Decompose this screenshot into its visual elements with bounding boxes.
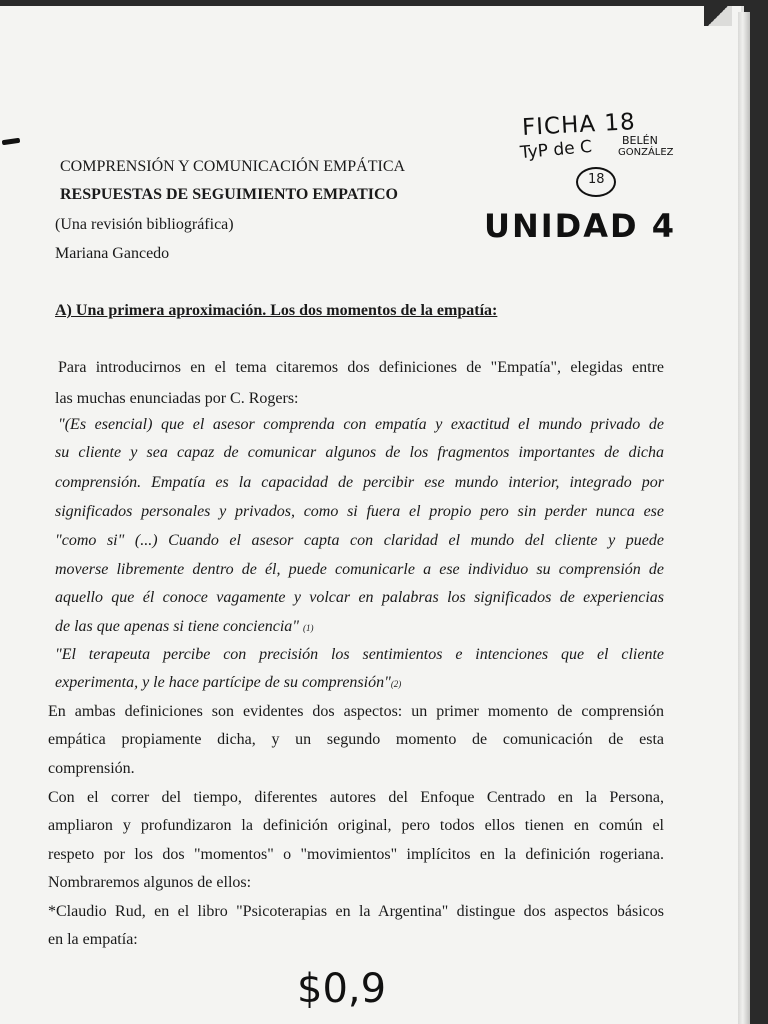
- handwritten-price: $0,9: [297, 966, 387, 1012]
- document-note: (Una revisión bibliográfica): [55, 216, 234, 233]
- quote-line-last: [55, 618, 313, 636]
- quote-text: experimenta, y le hace partícipe de su comprensión": [55, 674, 391, 691]
- quote-text: de las que apenas si tiene conciencia": [55, 618, 299, 635]
- paragraph-line: en la empatía:: [48, 931, 138, 948]
- paragraph-line: Con el correr del tiempo, diferentes autores del Enfoque Centrado en la Persona,: [48, 789, 664, 806]
- quote-line: significados personales y privados, como si fuera el propio pero sin perder nunca ese: [55, 503, 664, 520]
- handwritten-unidad: UNIDAD 4: [484, 207, 676, 245]
- quote-line: comprensión. Empatía es la capacidad de percibir ese mundo interior, integrado por: [55, 474, 664, 491]
- handwritten-name-last: GONZÁLEZ: [618, 147, 674, 158]
- handwritten-course: TyP de C: [519, 136, 593, 164]
- paragraph-line: *Claudio Rud, en el libro "Psicoterapias en la Argentina" distingue dos aspectos básicos: [48, 903, 664, 920]
- page-stack-edge: [738, 12, 750, 1024]
- section-heading-text: A) Una primera aproximación. Los dos momentos de la empatía:: [55, 302, 498, 319]
- document-subtitle-bold: RESPUESTAS DE SEGUIMIENTO EMPATICO: [60, 186, 398, 203]
- section-heading: [55, 302, 497, 320]
- quote-line: "El terapeuta percibe con precisión los sentimientos e intenciones que el cliente: [55, 646, 664, 663]
- quote-line: su cliente y sea capaz de comunicar algunos de los fragmentos importantes de dicha: [55, 444, 664, 461]
- quote-line: "como si" (...) Cuando el asesor capta con claridad el mundo del cliente y puede: [55, 532, 664, 549]
- quote-line: "(Es esencial) que el asesor comprenda con empatía y exactitud el mundo privado de: [58, 416, 664, 433]
- intro-line: Para introducirnos en el tema citaremos dos definiciones de "Empatía", elegidas entre: [58, 359, 664, 376]
- folded-corner: [704, 6, 732, 26]
- paragraph-line: respeto por los dos "momentos" o "movimientos" implícitos en la definición rogeriana.: [48, 846, 664, 863]
- quote-line: aquello que él conoce vagamente y volcar en palabras los significados de experiencias: [55, 589, 664, 606]
- quote-line-last: [55, 674, 401, 692]
- paragraph-line: En ambas definiciones son evidentes dos aspectos: un primer momento de comprensión: [48, 703, 664, 720]
- paragraph-line: comprensión.: [48, 760, 135, 777]
- footnote-ref: (2): [390, 679, 402, 689]
- footnote-ref: (1): [302, 623, 314, 633]
- handwritten-ficha: FICHA 18: [521, 109, 637, 141]
- intro-line: las muchas enunciadas por C. Rogers:: [55, 390, 299, 407]
- document-author: Mariana Gancedo: [55, 245, 170, 262]
- handwritten-name-first: BELÉN: [622, 134, 658, 147]
- paragraph-line: Nombraremos algunos de ellos:: [48, 874, 252, 891]
- quote-line: moverse libremente dentro de él, puede comunicarle a ese individuo su comprensión de: [55, 561, 664, 578]
- paragraph-line: empática propiamente dicha, y un segundo momento de comunicación de esta: [48, 731, 664, 748]
- handwritten-circled-number: 18: [588, 172, 605, 187]
- paragraph-line: ampliaron y profundizaron la definición original, pero todos ellos tienen en común el: [48, 817, 664, 834]
- document-title: COMPRENSIÓN Y COMUNICACIÓN EMPÁTICA: [60, 158, 406, 175]
